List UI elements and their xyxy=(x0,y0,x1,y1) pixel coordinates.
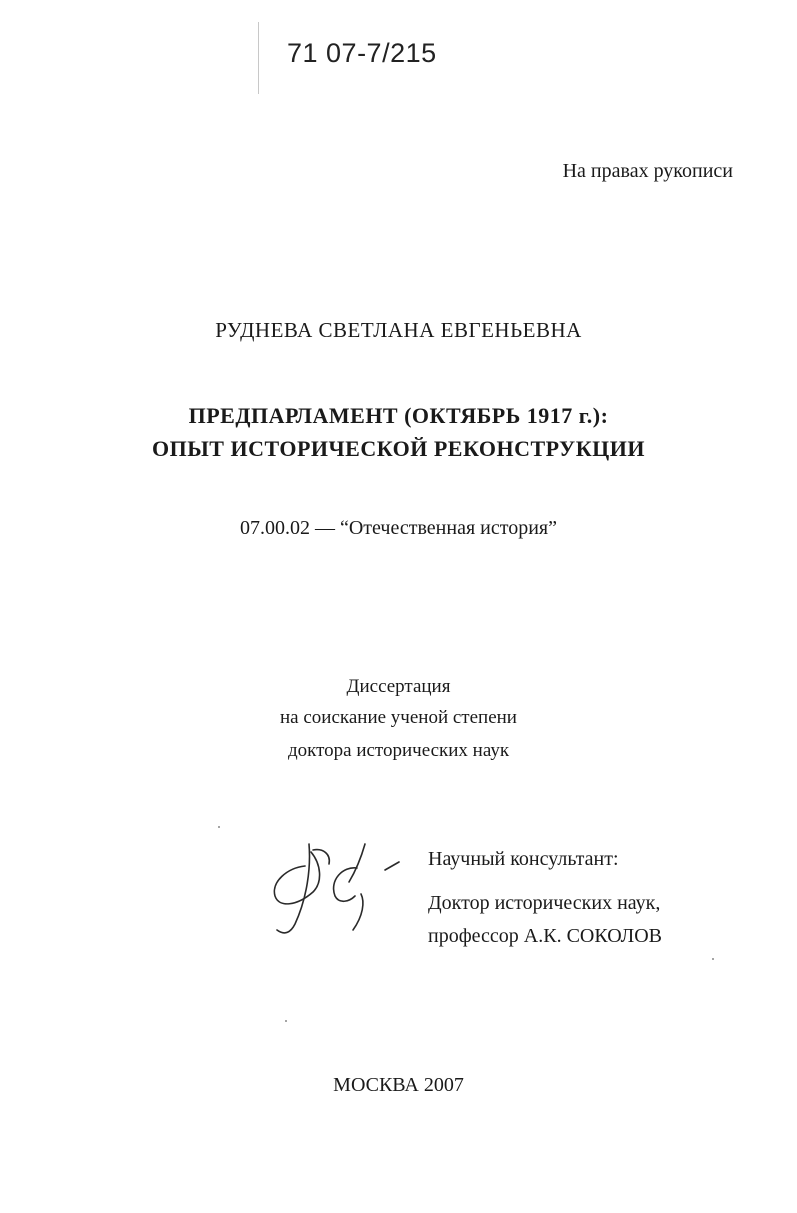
consultant-degree: Доктор исторических наук, xyxy=(428,892,661,914)
author-name: РУДНЕВА СВЕТЛАНА ЕВГЕНЬЕВНА xyxy=(215,318,582,342)
dissertation-degree: доктора исторических наук xyxy=(287,740,510,761)
handwritten-signature-icon xyxy=(265,838,405,943)
scan-speck xyxy=(218,826,220,828)
library-shelf-mark: 71 07-7/215 xyxy=(287,38,437,68)
dissertation-type: Диссертация xyxy=(346,676,451,697)
specialty-code: 07.00.02 — “Отечественная история” xyxy=(239,517,557,539)
city-year: МОСКВА 2007 xyxy=(333,1074,464,1096)
consultant-label: Научный консультант: xyxy=(428,848,619,870)
title-line-2: ОПЫТ ИСТОРИЧЕСКОЙ РЕКОНСТРУКЦИИ xyxy=(151,436,645,461)
rights-note: На правах рукописи xyxy=(562,160,733,182)
scan-speck xyxy=(712,958,714,960)
scan-speck xyxy=(285,1020,287,1022)
scan-margin-line xyxy=(258,22,259,94)
title-line-1: ПРЕДПАРЛАМЕНТ (ОКТЯБРЬ 1917 г.): xyxy=(188,403,609,428)
dissertation-purpose: на соискание ученой степени xyxy=(280,707,517,728)
consultant-name: профессор А.К. СОКОЛОВ xyxy=(428,925,662,947)
